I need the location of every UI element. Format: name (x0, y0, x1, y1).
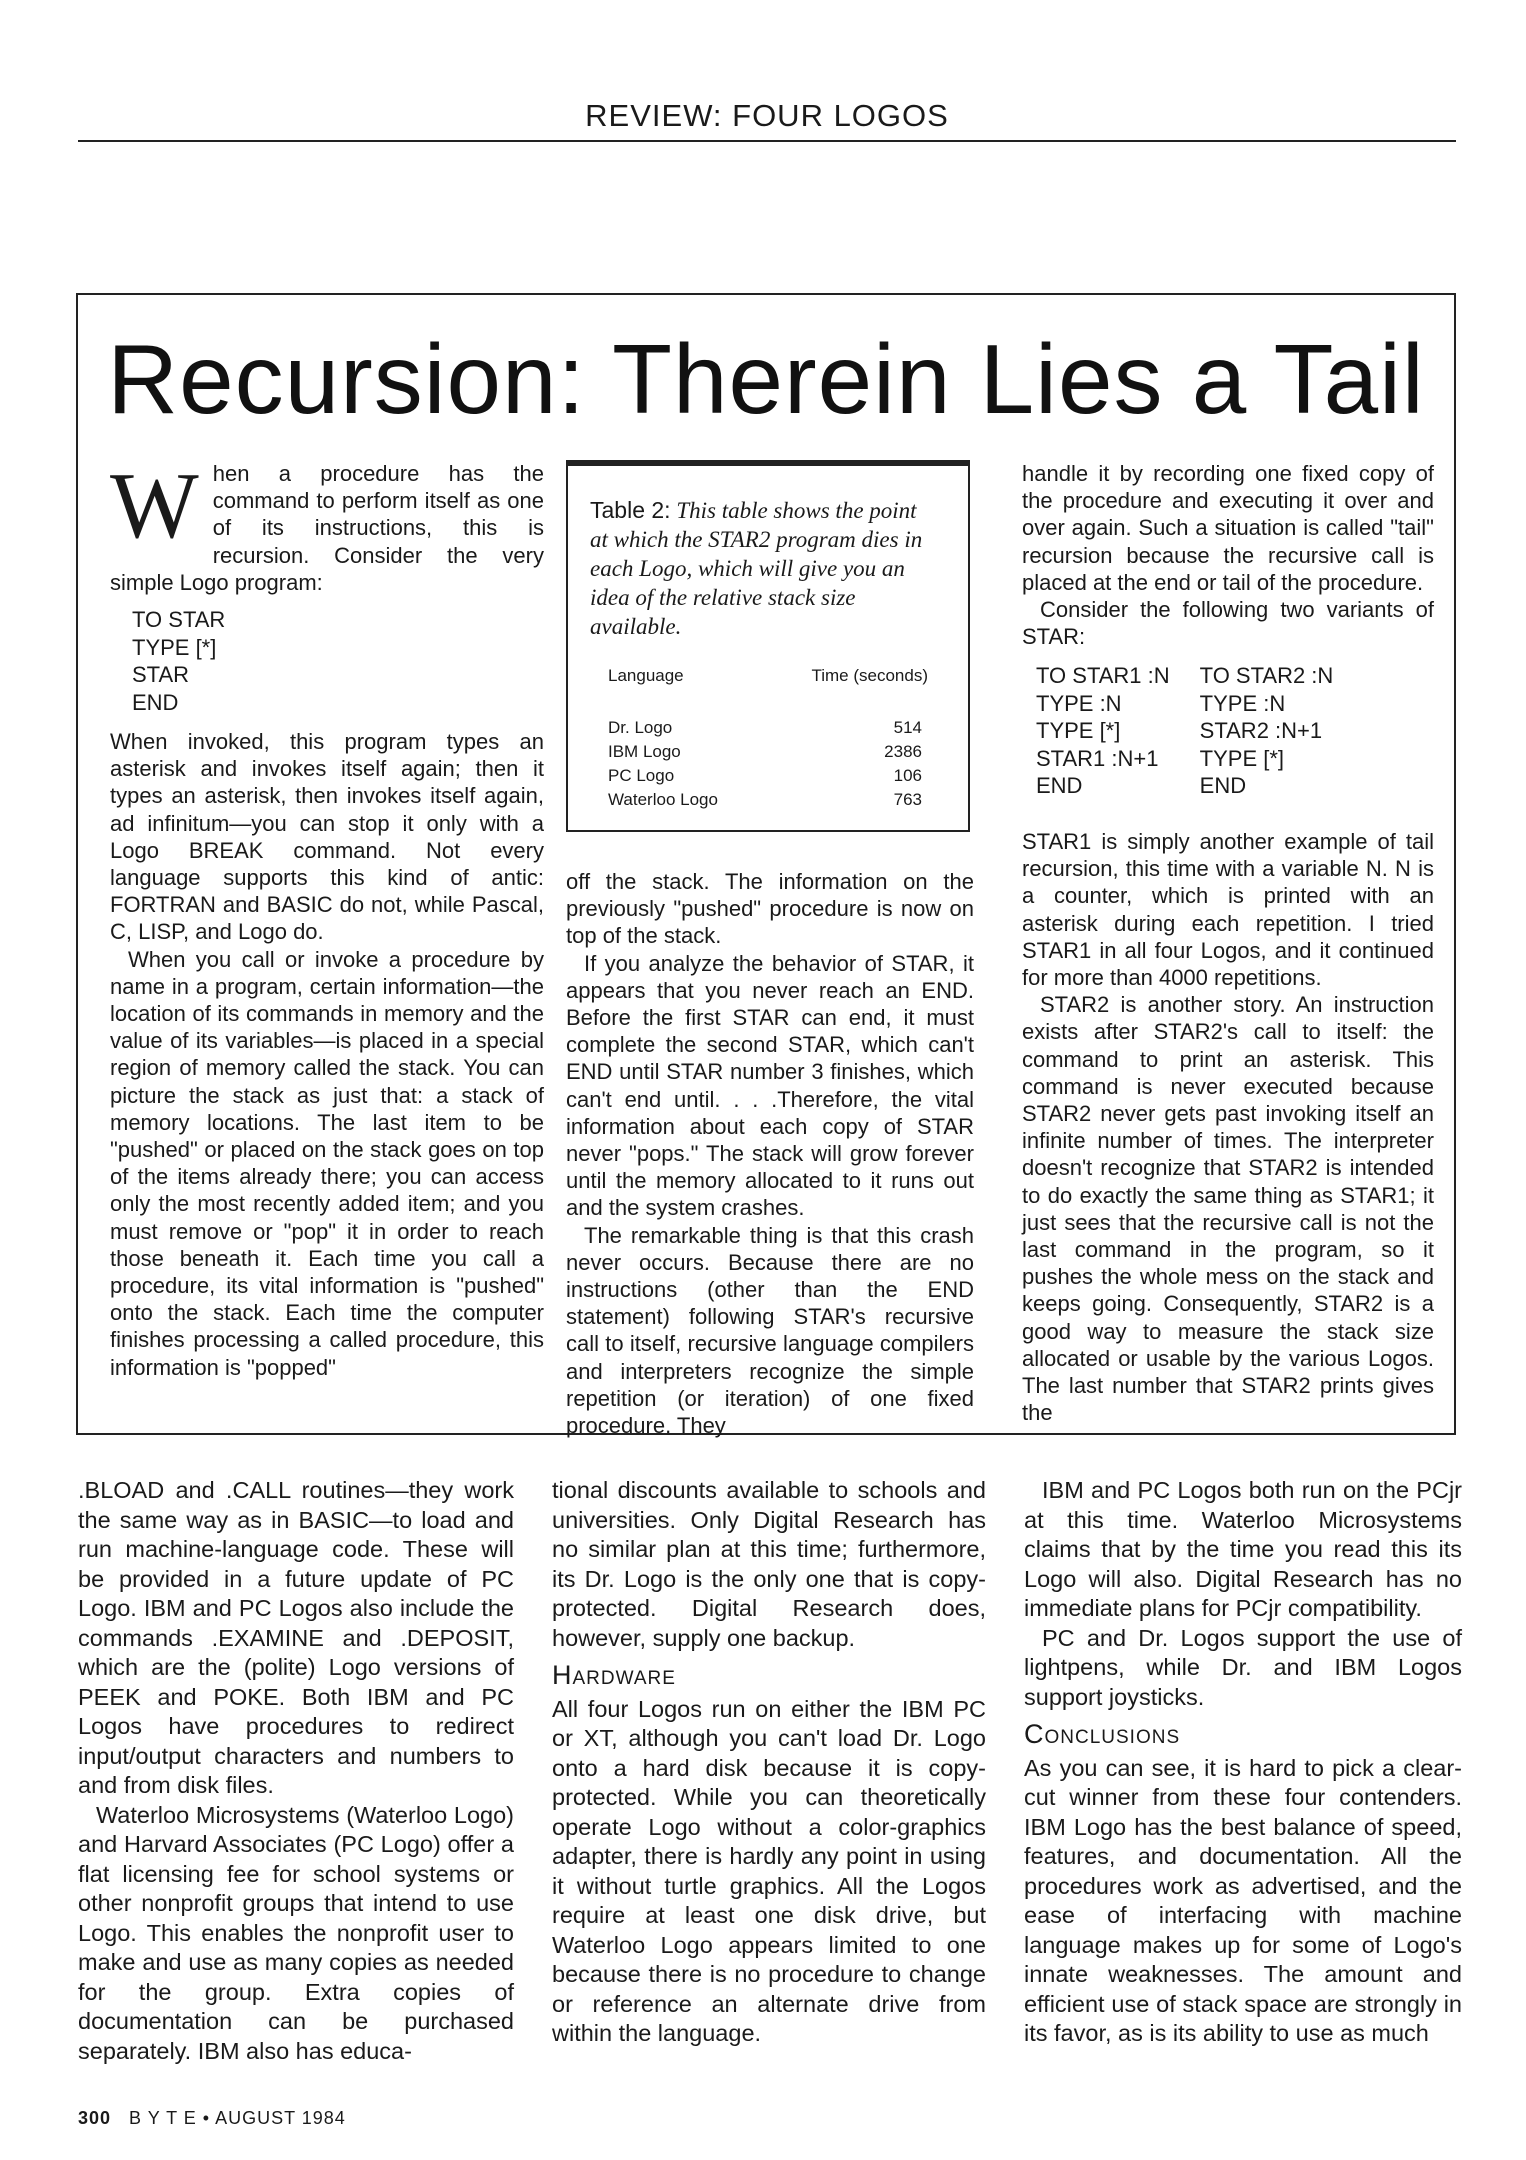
sidebar-intro-paragraph (110, 454, 544, 596)
page-number: 300 (78, 2108, 112, 2128)
magazine-issue: B Y T E • AUGUST 1984 (129, 2108, 346, 2128)
page-footer (78, 2108, 346, 2129)
paragraph: off the stack. The information on the previously "pushed" procedure is now on top of the stack. (566, 869, 974, 949)
table-body (608, 716, 922, 812)
code-line: TYPE [*] (132, 634, 217, 660)
paragraph: STAR1 is simply another example of tail recursion, this time with a variable N. N is a counter, which is printed with an asterisk during each repetition. I tried STAR1 in all four Logos, and it continued for more than 4000 repetitions. (1022, 828, 1434, 990)
table-header (608, 666, 928, 686)
code-line: TYPE [*] (1036, 718, 1121, 744)
table-row (608, 716, 922, 740)
paragraph: Waterloo Microsystems (Waterloo Logo) and Harvard Associates (PC Logo) offer a flat licensing fee for school systems or other nonprofit groups that intend to use Logo. This enables the nonprofit user to make and use as many copies as needed for the group. Extra copies of documentation can be purchased separately. IBM also has educa- (78, 1801, 514, 2064)
column-header-time: Time (seconds) (811, 666, 928, 685)
table-2 (566, 460, 970, 832)
paragraph: tional discounts available to schools and universities. Only Digital Research has no similar plan at this time; furthermore, its Dr. Logo is the only one that is copy-protected. Digital Research does, however, supply one backup. (552, 1477, 986, 1651)
running-head: REVIEW: FOUR LOGOS (585, 98, 949, 133)
table-row (608, 740, 922, 764)
paragraph: When you call or invoke a procedure by name in a program, certain information—the location of its commands in memory and the value of its variables—is placed in a special region of memory called the stack. You can picture the stack as just that: a stack of memory locations. The last item to be "pushed" or placed on the stack goes on top of the items already there; you can access only the most recently added item; and you must remove or "pop" it in order to reach those beneath it. Each time you call a procedure, its vital information is "pushed" onto the stack. Each time the computer finishes processing a called procedure, this information is "popped" (110, 946, 544, 1380)
intro-text: hen a procedure has the command to perform itself as one of its instructions, this is recursion. Consider the very simple Logo program: (110, 461, 544, 595)
cell-time: 763 (893, 790, 922, 809)
star-code-listing (132, 606, 544, 716)
section-heading-hardware: Hardware (552, 1660, 676, 1690)
body-column-3 (1024, 1476, 1462, 2049)
code-line: END (1036, 773, 1083, 799)
sidebar-column-1 (110, 454, 544, 1381)
star-variants-code (1036, 662, 1434, 800)
code-line: STAR (132, 662, 190, 688)
recursion-sidebar (76, 293, 1456, 1439)
table-row (608, 764, 922, 788)
paragraph: When invoked, this program types an asterisk and invokes itself again; then it types an asterisk, then invokes itself again, ad infinitum—you can stop it only with a Logo BREAK command. Not every language supports this kind of antic: FORTRAN and BASIC do not, while Pascal, C, LISP, and Logo do. (110, 729, 544, 945)
code-line: TO STAR2 :N (1199, 663, 1334, 689)
sidebar-title: Recursion: Therein Lies a Tail (107, 324, 1425, 434)
paragraph: Consider the following two variants of STAR: (1022, 597, 1434, 650)
paragraph: .BLOAD and .CALL routines—they work the same way as in BASIC—to load and run machine-language code. These will be provided in a future update of PC Logo. IBM and PC Logos also include the commands .EXAMINE and .DEPOSIT, which are the (polite) Logo versions of PEEK and POKE. Both IBM and PC Logos have procedures to redirect input/output characters and numbers to and from disk files. (78, 1477, 514, 1798)
table-caption (590, 496, 940, 641)
code-line: END (132, 689, 179, 715)
cell-time: 2386 (884, 742, 922, 761)
paragraph: handle it by recording one fixed copy of the procedure and executing it over and over again. Such a situation is called "tail" recursion because the recursive call is placed at the end or tail of the procedure. (1022, 461, 1434, 595)
body-column-2 (552, 1476, 986, 2049)
star2-code-listing (1200, 662, 1334, 800)
header-rule (78, 140, 1456, 142)
paragraph: PC and Dr. Logos support the use of lightpens, while Dr. and IBM Logos support joysticks. (1024, 1624, 1462, 1710)
cell-language: IBM Logo (608, 742, 681, 761)
paragraph: The remarkable thing is that this crash never occurs. Because there are no instructions (other than the END statement) following STAR's recursive call to itself, recursive language compilers and interpreters recognize the simple repetition (or iteration) of one fixed procedure. They (566, 1222, 974, 1439)
table-row (608, 788, 922, 812)
table-label: Table 2: (590, 497, 671, 523)
body-column-1 (78, 1476, 514, 2066)
sidebar-column-3 (1022, 460, 1434, 1426)
code-line: TYPE [*] (1199, 745, 1285, 771)
paragraph: IBM and PC Logos both run on the PCjr at this time. Waterloo Microsystems claims that by the time you read this its Logo will also. Digital Research has no immediate plans for PCjr compatibility. (1024, 1477, 1462, 1621)
cell-time: 106 (893, 766, 922, 785)
star1-code-listing (1036, 662, 1170, 800)
paragraph: STAR2 is another story. An instruction exists after STAR2's call to itself: the command to print an asterisk. This command is never executed because STAR2 never gets past invoking itself an infinite number of times. The interpreter doesn't recognize that STAR2 is intended to do exactly the same thing as STAR1; it just sees that the recursive call is not the last command in the program, so it pushes the whole mess on the stack and keeps going. Consequently, STAR2 is a good way to measure the stack size allocated or usable by the various Logos. The last number that STAR2 prints gives the (1022, 992, 1434, 1426)
code-line: TO STAR1 :N (1036, 663, 1170, 689)
code-line: TO STAR (132, 607, 226, 633)
code-line: TYPE :N (1036, 690, 1122, 716)
drop-cap: W (110, 454, 199, 558)
code-line: STAR1 :N+1 (1036, 745, 1159, 771)
column-header-language: Language (608, 666, 684, 685)
cell-language: PC Logo (608, 766, 675, 785)
section-heading-conclusions: Conclusions (1024, 1719, 1181, 1749)
code-line: STAR2 :N+1 (1199, 718, 1323, 744)
sidebar-column-2 (566, 868, 974, 1439)
cell-language: Waterloo Logo (608, 790, 718, 809)
code-line: END (1199, 773, 1247, 799)
table-caption-text: This table shows the point at which the STAR2 program dies in each Logo, which will give you an idea of the relative stack size available. (590, 498, 923, 639)
code-line: TYPE :N (1199, 690, 1286, 716)
paragraph: As you can see, it is hard to pick a clear-cut winner from these four contenders. IBM Logo has the best balance of speed, features, and documentation. All the procedures work as advertised, and the ease of interfacing with machine language makes up for some of Logo's innate weaknesses. The amount and efficient use of stack space are strongly in its favor, as is its ability to use as much (1024, 1754, 1462, 2046)
cell-time: 514 (893, 718, 922, 737)
paragraph: All four Logos run on either the IBM PC or XT, although you can't load Dr. Logo onto a hard disk because it is copy-protected. While you can theoretically operate Logo without a color-graphics adapter, there is hardly any point in using it without turtle graphics. All the Logos require at least one disk drive, but Waterloo Logo appears limited to one because there is no procedure to change or reference an alternate drive from within the language. (552, 1695, 986, 2046)
paragraph: If you analyze the behavior of STAR, it appears that you never reach an END. Before the first STAR can end, it must complete the second STAR, which can't END until STAR number 3 finishes, which can't end until. . . .Therefore, the vital information about each copy of STAR never "pops." The stack will grow forever until the memory allocated to it runs out and the system crashes. (566, 950, 974, 1221)
cell-language: Dr. Logo (608, 718, 673, 737)
